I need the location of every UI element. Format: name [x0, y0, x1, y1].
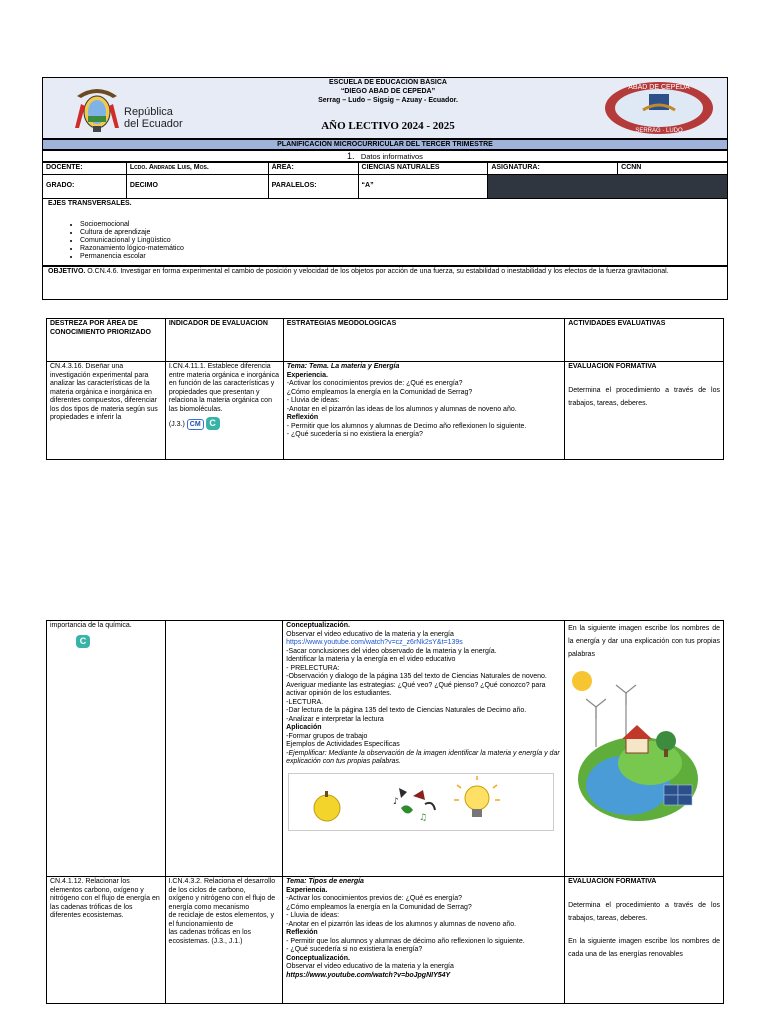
svg-text:SERRAG · LUDO: SERRAG · LUDO	[635, 128, 683, 134]
list-item: • Permanencia escolar	[80, 253, 722, 261]
strategy-line: - PRELECTURA:	[286, 664, 340, 672]
objetivo-text: O.CN.4.6. Investigar en forma experimental el cambio de posición y velocidad de los objetos por acción de una fuerza, su estabilidad o inestabilidad y los efectos de la fuerza gravitacional.	[85, 268, 669, 275]
evaluacion-title: EVALUACION FORMATIVA	[568, 878, 657, 885]
destreza-text: CN.4.1.12. Relacionar los elementos carbono, oxígeno y nitrógeno con el flujo de energía en las cadenas tróficas de los diferentes ecosistemas.	[50, 878, 160, 919]
strategy-line: Ejemplos de Actividades Específicas	[286, 741, 400, 748]
svg-text:ABAD DE CEPEDA: ABAD DE CEPEDA	[628, 84, 690, 91]
strategy-line: -Anotar en el pizarrón las ideas de los alumnos y alumnas de noveno año.	[286, 405, 517, 413]
objetivo-label: OBJETIVO.	[48, 268, 86, 275]
paralelos-value: “A”	[361, 182, 374, 190]
column-header-destreza: DESTREZA POR ÁREA DE CONOCIMIENTO PRIORIZADO	[50, 320, 151, 336]
strategy-line: Identificar la materia y la energía en el video educativo	[286, 656, 456, 663]
activity-text: En la siguiente imagen escribe los nombres de cada una de las energías renovables	[568, 937, 720, 958]
school-label: ESCUELA DE EDUCACIÓN BÁSICA	[329, 79, 447, 86]
coat-of-arms-icon	[73, 82, 121, 136]
destreza-continued: importancia de la química.	[50, 622, 132, 629]
column-header-indicador: INDICADOR DE EVALUACION	[168, 320, 268, 327]
list-item: • Comunicacional y Lingüístico	[80, 237, 722, 245]
indicador-text: I.CN.4.11.1. Establece diferencia entre materia orgánica e inorgánica en función de las características y propiedades que presentan y relaciona la materia orgánica con las biomoléculas.	[168, 363, 279, 413]
strategy-line: -Sacar conclusiones del video observado de la materia y la energía.	[286, 647, 497, 655]
country-line2: del Ecuador	[124, 118, 183, 130]
plan-title-bar	[42, 139, 728, 150]
strategy-line: - Permitir que los alumnos y alumnas de Decimo año reflexionen lo siguiente.	[286, 422, 527, 430]
ejes-box	[42, 198, 728, 266]
column-header-actividades: ACTIVIDADES EVALUATIVAS	[568, 320, 666, 327]
svg-text:♪: ♪	[393, 796, 399, 807]
strategy-line: - Lluvia de ideas:	[286, 912, 340, 919]
conceptualizacion-heading: Conceptualización.	[286, 622, 350, 629]
cm-badge-icon: CM	[187, 419, 204, 430]
grado-label: GRADO:	[46, 182, 75, 190]
tema-title: Tema: Tipos de energía	[286, 878, 364, 885]
strategy-line: - Permitir que los alumnos y alumnas de décimo año reflexionen lo siguiente.	[286, 937, 525, 945]
c-badge-icon: C	[76, 635, 90, 648]
activity-text: En la siguiente imagen escribe los nombres de la energía y dar una explicación con tus propias palabras	[568, 625, 720, 658]
docente-value: Lcdo. Andrade Luis, Mos.	[129, 164, 209, 171]
reflexion-heading: Reflexión	[286, 929, 318, 936]
strategy-line: -Formar grupos de trabajo	[286, 732, 368, 740]
docente-label: DOCENTE:	[46, 164, 83, 171]
ejes-title: EJES TRANSVERSALES.	[48, 200, 132, 207]
area-label: ÁREA:	[271, 164, 294, 171]
renewable-energy-image	[568, 667, 704, 827]
list-item: • Socioemocional	[80, 221, 722, 229]
section-number: 1.	[347, 151, 355, 161]
school-name: “DIEGO ABAD DE CEPEDA”	[340, 88, 436, 95]
grado-value: DECIMO	[129, 182, 158, 190]
strategy-line: -Dar lectura de la página 135 del texto de Ciencias Naturales de Decimo año.	[286, 707, 527, 714]
reflexion-heading: Reflexión	[286, 414, 319, 421]
plan-title: PLANIFICACIÓN MICROCURRICULAR DEL TERCER TRIMESTRE	[277, 141, 493, 148]
svg-text:♫: ♫	[419, 812, 428, 823]
aplicacion-heading: Aplicación	[286, 724, 322, 731]
indicador-ref: (J.3.)	[168, 421, 185, 428]
strategy-line: -Observación y dialogo de la página 135 del texto de Ciencias Naturales de noveno.	[286, 673, 547, 680]
info-table	[42, 162, 728, 199]
country-name	[124, 106, 183, 130]
paralelos-label: PARALELOS:	[271, 182, 317, 190]
asignatura-value: CCNN	[621, 164, 642, 171]
video-link[interactable]: https://www.youtube.com/watch?v=boJpgNIY54Y	[286, 971, 451, 979]
video-instruction: Observar el video educativo de la materia y la energía	[286, 963, 454, 970]
strategy-line: ¿Cómo empleamos la energía en la Comunidad de Serrag?	[286, 388, 473, 396]
dark-filled-cell	[488, 175, 728, 199]
experiencia-heading: Experiencia.	[286, 886, 328, 894]
evaluacion-title: EVALUACION FORMATIVA	[568, 363, 657, 370]
column-header-estrategias: ESTRATEGIAS MEODOLOGICAS	[286, 320, 397, 327]
strategy-line: -Activar los conocimientos previos de: ¿Qué es energía?	[286, 380, 463, 387]
video-link[interactable]: https://www.youtube.com/watch?v=cz_z6rNk2sY&t=139s	[286, 639, 463, 646]
destreza-text: CN.4.3.16. Diseñar una investigación experimental para analizar las características de la materia orgánica e inorgánica en diferentes compuestos, diferenciar los dos tipos de materia según sus propiedades e inferir la	[50, 363, 158, 421]
conceptualizacion-heading: Conceptualización.	[286, 954, 350, 962]
country-line1: República	[124, 106, 173, 118]
strategy-line: -Analizar e interpretar la lectura	[286, 715, 384, 723]
energy-objects-image	[288, 773, 554, 831]
indicador-text: I.CN.4.3.2. Relaciona el desarrollo de los ciclos de carbono, oxígeno y nitrógeno con el flujo de energía como mecanismo de reciclaje de estos elementos, y el funcionamiento de las cadenas tróficas en los ecosistemas. (J.3., J.1.)	[168, 878, 276, 945]
asignatura-label: ASIGNATURA:	[491, 164, 540, 171]
strategy-line: - ¿Qué sucedería si no existiera la energía?	[286, 431, 423, 438]
school-year: AÑO LECTIVO 2024 - 2025	[321, 120, 455, 132]
evaluacion-text: Determina el procedimiento a través de los trabajos, tareas, deberes.	[568, 386, 720, 407]
strategy-line: -LECTURA.	[286, 698, 324, 706]
section-title-bar	[42, 150, 728, 162]
school-seal-icon	[603, 80, 715, 136]
strategy-line: - Lluvia de ideas:	[286, 397, 340, 404]
experiencia-heading: Experiencia.	[286, 371, 328, 379]
tema-title: Tema: Tema. La materia y Energía	[286, 363, 400, 370]
list-item: • Cultura de aprendizaje	[80, 229, 722, 237]
ejes-list	[66, 221, 722, 261]
c-badge-icon: C	[206, 417, 220, 430]
school-location: Serrag – Ludo – Sigsig – Azuay - Ecuador.	[318, 97, 458, 104]
school-heading	[243, 78, 533, 105]
video-instruction: Observar el video educativo de la materia y la energía	[286, 630, 454, 638]
strategy-line: Averiguar mediante las estrategias: ¿Qué veo? ¿Qué pienso? ¿Qué conozco? para activar opinión de los estudiantes.	[286, 681, 546, 697]
objetivo-box	[42, 266, 728, 300]
area-value: CIENCIAS NATURALES	[361, 164, 440, 171]
strategy-line: - ¿Qué sucedería si no existiera la energía?	[286, 946, 423, 953]
planning-table-page2	[46, 620, 724, 1004]
strategy-line: -Anotar en el pizarrón las ideas de los alumnos y alumnas de noveno año.	[286, 920, 517, 928]
strategy-line: -Activar los conocimientos previos de: ¿Qué es energía?	[286, 895, 463, 902]
list-item: • Razonamiento lógico-matemático	[80, 245, 722, 253]
strategy-line: ¿Cómo empleamos la energía en la Comunidad de Serrag?	[286, 903, 472, 911]
planning-table-page1	[46, 318, 724, 460]
indicador-ref-row	[169, 417, 280, 430]
section-title: Datos informativos	[360, 152, 423, 161]
ejemplificar-text: -Ejemplificar: Mediante la observación de la imagen identificar la materia y energía y dar explicación con tus propias palabras.	[286, 749, 560, 765]
evaluacion-text: Determina el procedimiento a través de los trabajos, tareas, deberes.	[568, 901, 720, 922]
header-box	[42, 77, 728, 139]
